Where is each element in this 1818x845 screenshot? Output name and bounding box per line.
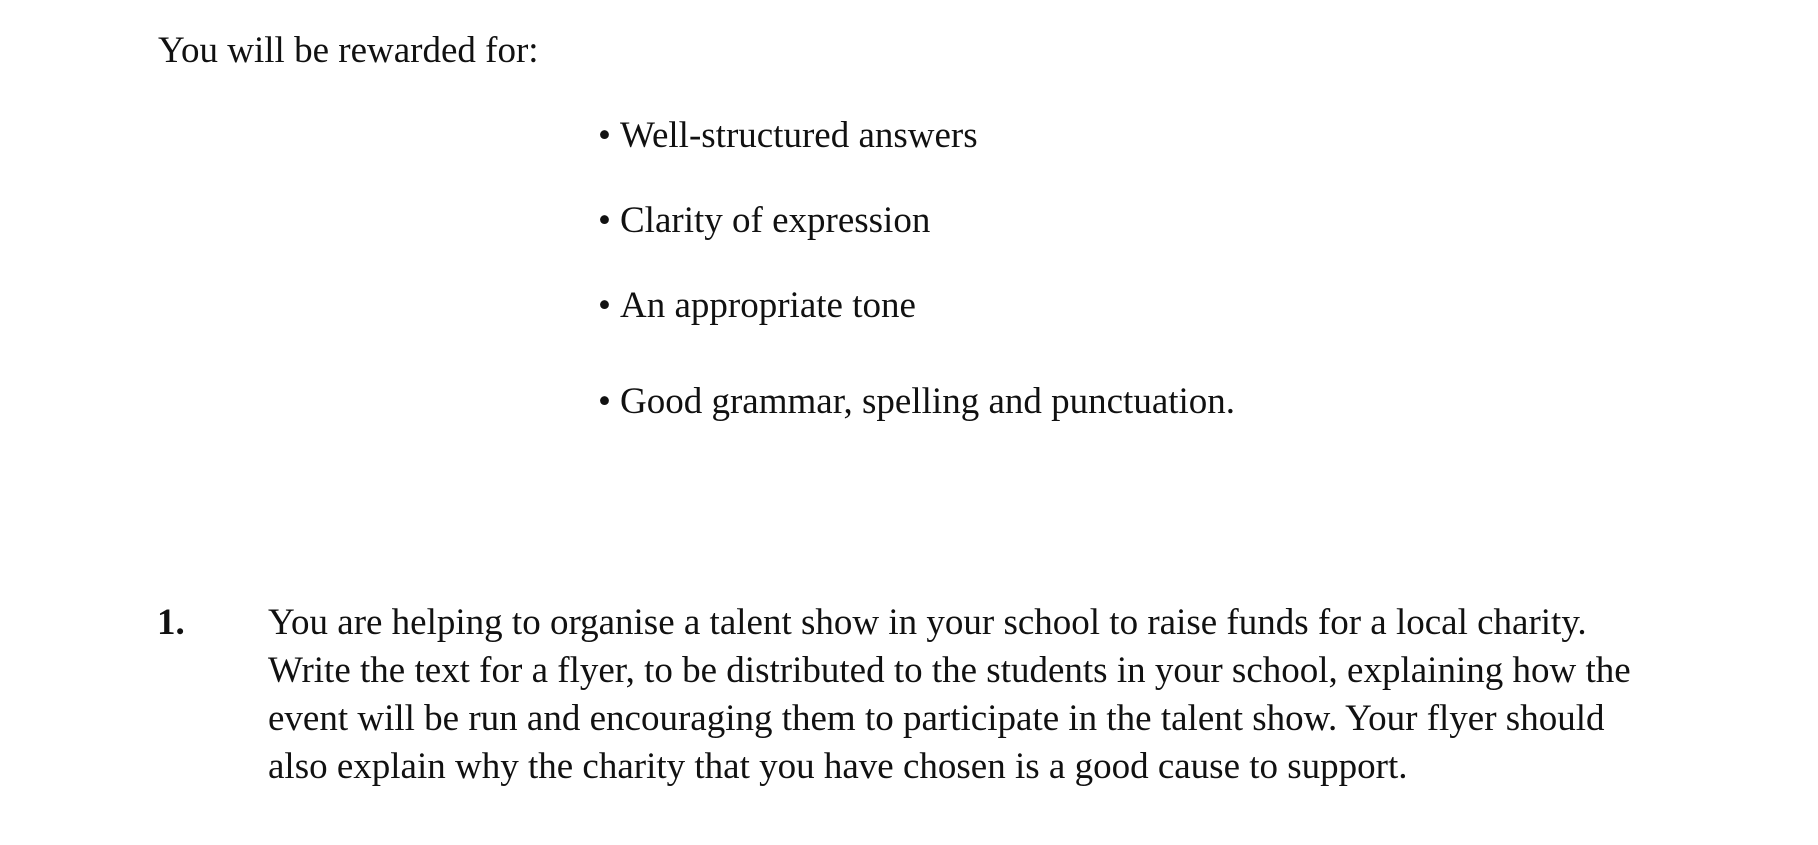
question-text-line: Write the text for a flyer, to be distributed to the students in your school, explaining how the: [268, 650, 1631, 691]
question-text-line: event will be run and encouraging them to participate in the talent show. Your flyer should: [268, 698, 1605, 739]
bullet-icon: •: [598, 115, 611, 156]
bullet-icon: •: [598, 381, 611, 422]
rewarded-for-heading: You will be rewarded for:: [158, 30, 539, 71]
question-text-line: also explain why the charity that you have chosen is a good cause to support.: [268, 746, 1408, 787]
criteria-item: [598, 287, 916, 324]
question-text-line: You are helping to organise a talent show in your school to raise funds for a local charity.: [268, 602, 1587, 643]
question-number: 1.: [157, 602, 185, 643]
criteria-item-label: Clarity of expression: [620, 200, 931, 241]
criteria-item-label: An appropriate tone: [620, 285, 916, 326]
criteria-item-label: Well-structured answers: [620, 115, 978, 156]
bullet-icon: •: [598, 285, 611, 326]
criteria-item-label: Good grammar, spelling and punctuation.: [620, 381, 1236, 422]
criteria-item: [598, 202, 930, 239]
criteria-item: [598, 383, 1235, 420]
criteria-item: [598, 117, 978, 154]
bullet-icon: •: [598, 200, 611, 241]
